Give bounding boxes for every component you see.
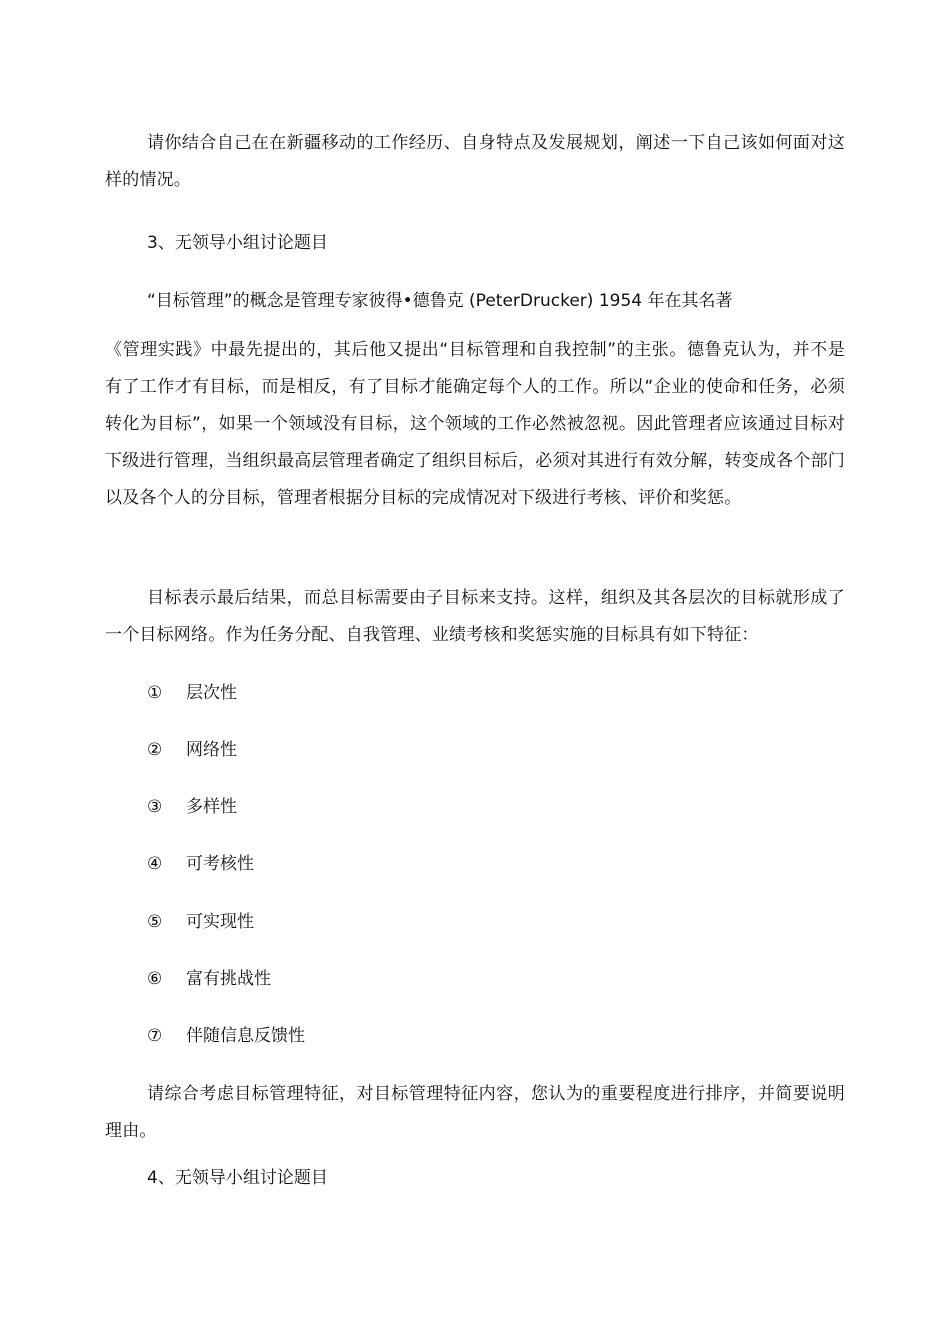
section-heading-4: 4、无领导小组讨论题目 [147,1168,328,1188]
list-item-label: 富有挑战性 [186,969,271,989]
list-marker: ② [147,740,163,760]
list-item [147,738,237,762]
list-item-label: 伴随信息反馈性 [186,1026,305,1046]
list-marker: ① [147,683,163,703]
list-marker: ③ [147,797,163,817]
paragraph-concept-body: 《管理实践》中最先提出的，其后他又提出“目标管理和自我控制”的主张。德鲁克认为，并不是有了工作才有目标，而是相反，有了目标才能确定每个人的工作。所以“企业的使命和任务，必须转化为目标”，如果一个领域没有目标，这个领域的工作必然被忽视。因此管理者应该通过目标对下级进行管理，当组织最高层管理者确定了组织目标后，必须对其进行有效分解，转变成各个部门以及各个人的分目标，管理者根据分目标的完成情况对下级进行考核、评价和奖惩。 [105,340,845,508]
paragraph-ranking-question: 请综合考虑目标管理特征，对目标管理特征内容，您认为的重要程度进行排序，并简要说明理由。 [105,1084,845,1141]
list-item-label: 网络性 [186,740,237,760]
list-item [147,852,254,876]
list-item [147,967,271,991]
paragraph-concept-first-line: “目标管理”的概念是管理专家彼得•德鲁克 (PeterDrucker) 1954 年在其名著 [147,291,733,311]
list-marker: ④ [147,854,163,874]
list-marker: ⑤ [147,912,163,932]
paragraph-goal-network: 目标表示最后结果，而总目标需要由子目标来支持。这样，组织及其各层次的目标就形成了一个目标网络。作为任务分配、自我管理、业绩考核和奖惩实施的目标具有如下特征： [105,588,845,645]
list-item [147,1024,305,1048]
list-item-label: 层次性 [186,683,237,703]
list-item [147,681,237,705]
list-marker: ⑥ [147,969,163,989]
paragraph-intro: 请你结合自己在在新疆移动的工作经历、自身特点及发展规划，阐述一下自己该如何面对这样的情况。 [105,133,845,190]
list-item [147,910,254,934]
list-item-label: 多样性 [186,797,237,817]
list-item-label: 可考核性 [186,854,254,874]
list-item [147,795,237,819]
list-item-label: 可实现性 [186,912,254,932]
list-marker: ⑦ [147,1026,163,1046]
section-heading-3: 3、无领导小组讨论题目 [147,233,328,253]
